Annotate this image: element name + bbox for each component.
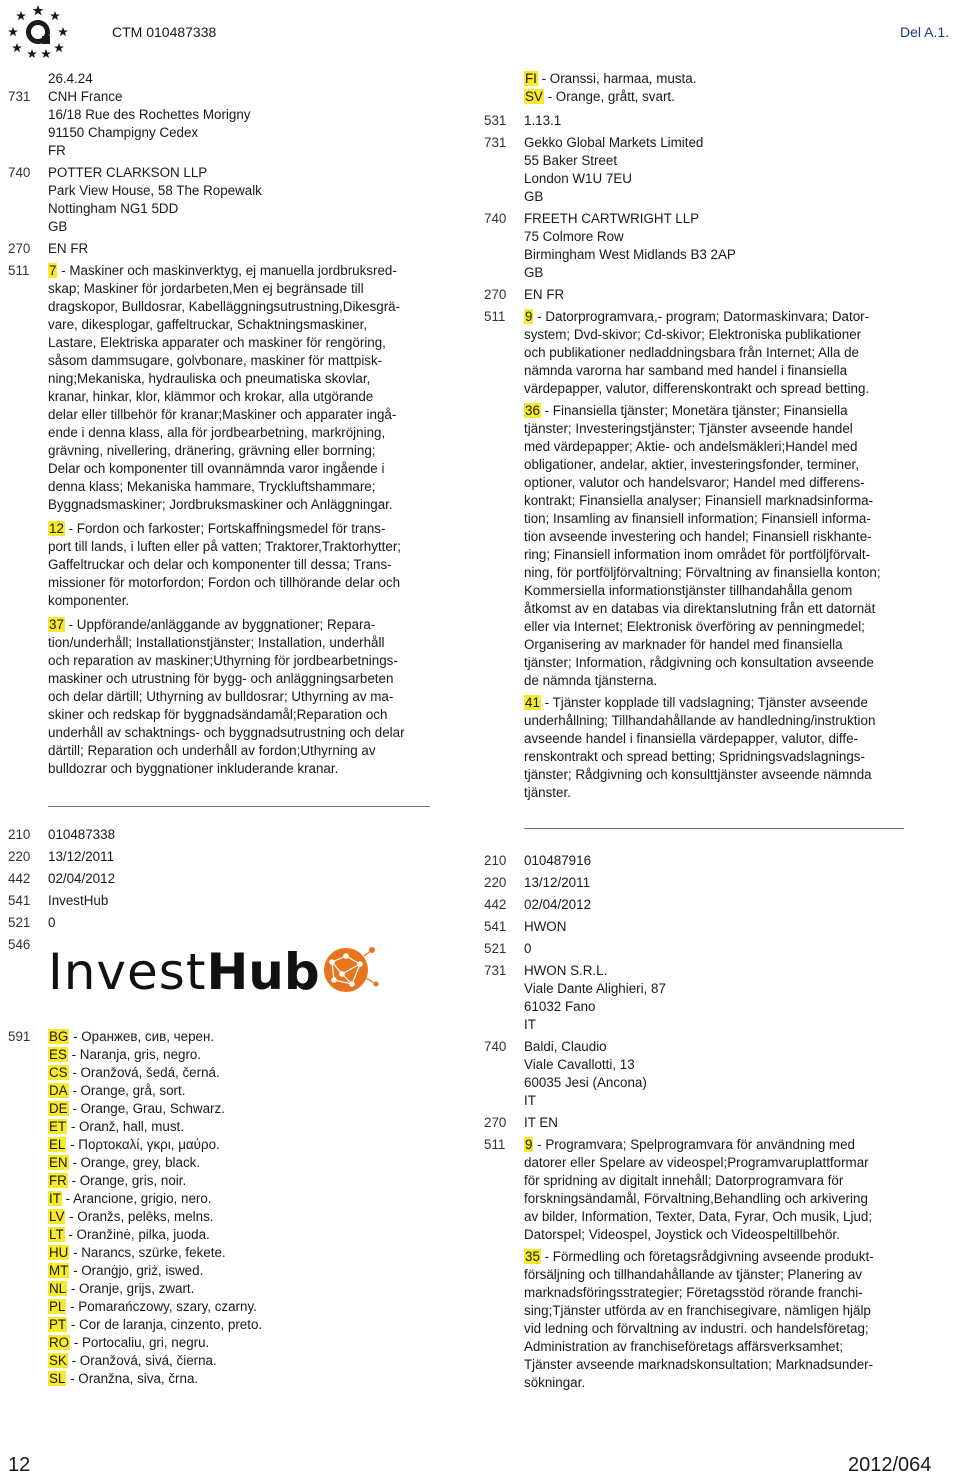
color-lang: CS xyxy=(49,1065,68,1080)
divider-left xyxy=(48,806,430,807)
filing-date: 13/12/2011 xyxy=(48,849,115,864)
color-lang: MT xyxy=(49,1263,69,1278)
collective-flag: 0 xyxy=(48,915,56,930)
field-code: 511 xyxy=(8,263,30,278)
field-code: 740 xyxy=(484,1039,507,1054)
classification: 1.13.1 xyxy=(524,113,562,128)
field-code: 210 xyxy=(8,827,31,842)
bottom-right-entry xyxy=(484,852,904,1392)
goods-services: 7 - Maskiner och maskinverktyg, ej manuella jordbruksred- skap; Maskiner för jordarbeten,Men ej begränsade till dragskopor, Bulldosrar, Kabelläggningsutrustning,Dikesgrä- vare, dikesplogar, gaffeltruckar, Schaktningsmaskiner, Lastare, Elektriska apparater och maskiner för rengöring, såsom dammsugare, golvbonare, maskiner för mattpisk- ning;Mekaniska, hydrauliska och pneumatiska skovlar, kranar, hinkar, klor, klämmor och krokar, alla utgörande delar eller tillbehör för kranar;Maskiner och apparater ingå- ende i denna klass, alla för jordbearbetning, markröjning, grävning, nivellering, dränering, grävning eller borrning; Delar och komponenter till ovannämnda varor ingående i denna klass; Mekaniska hammare, Tryckluftshammare; Byggnadsmaskiner; Jordbruksmaskiner och Anläggningar. 12 - Fordon och farkoster; Fortskaffningsmedel för trans- port till lands, i luften eller på vatten; Traktorer,Traktorhytter; Gaffeltruckar och delar och komponenter till dessa; Trans- missioner för motorfordon; Fordon och tillhörande delar och komponenter. 37 - Uppförande/anläggande av byggnationer; Repara- tion/underhåll; Installationstjänster; Installation, underhåll och reparation av maskiner;Uthyrning för jordbearbetnings- maskiner och utrustning för bygg- och anläggningsarbeten och delar därtill; Uthyrning av bulldosrar; Uthyrning av ma- skiner och redskap för byggnadsändamål;Reparation och underhåll av schaktnings- och byggnadsutrustning och delar därtill; Reparation och underhåll av fordon;Uthyrning av bulldozrar och byggnationer inkluderande kranar. xyxy=(48,263,405,776)
color-lang: EL xyxy=(49,1137,66,1152)
class-number: 12 xyxy=(49,521,64,536)
logo-word-hub: Hub xyxy=(206,943,320,1001)
color-lang: BG xyxy=(49,1029,69,1044)
header-section: Del A.1. xyxy=(900,24,950,40)
right-entry: FI - Oranssi, harmaa, musta. SV - Orange, grått, svart. 531 1.13.1 731 Gekko Global Markets Limited 55 Baker Street London W1U 7EU GB 740 FREETH CARTWRIGHT LLP 75 Colmore Row Birmingham West Midlands B3 2AP GB 270 EN FR 511 9 - Datorprogramvara,- program; Datormaskinvara; Dator- system; Dvd-skivor; Cd-skivor; Elektroniska publikationer och publikationer nedladdningsbara från Internet; Alla de nämnda varorna har samband med handel i finansiella värdepapper, valutor, differenskontrakt och spread betting. 36 - Finansiella tjänster; Monetära tjänster; Finansiella tjänster; Investeringstjänster; Tjänster avseende handel med värdepapper; Aktie- och andelsmäkleri;Handel med obligationer, andelar, aktier, investeringsfonder, terminer, optioner, valutor och handelsvaror; Handel med differens- kontrakt; Finansiella analyser; Finansiell marknadsinforma- tion; Insamling av finansiell information; Finansiell informa- tion avseende investering och handel; Finansiell riskhante- ring; Finansiell information inom området för portföljförvalt- ning, för portföljförvaltning; Förvaltning av finansiella konton; Kommersiella informationstjänster tillhandahålla genom åtkomst av en databas via direktanslutning från ett datornät eller via Internet; Elektronisk överföring av penningmedel; Organisering av marknader för handel med finansiella tjänster; Information, rådgivning och konsultation avseende de nämnda tjänsterna. 41 - Tjänster kopplade till vadslagning; Tjänster avseende underhållning; Tillhandahållande av handledning/instruktion avseende handel i finansiella värdepapper, valutor, diffe- renskontrakt och spread betting; Spridningsvadslagnings- tjänster; Rådgivning och konsulttjänster avseende nämnda tjänster. xyxy=(484,70,904,802)
field-code: 591 xyxy=(8,1029,31,1044)
color-lang: FR xyxy=(49,1173,67,1188)
publication-date: 02/04/2012 xyxy=(524,897,592,912)
representative: Baldi, Claudio Viale Cavallotti, 13 60035 Jesi (Ancona) IT xyxy=(524,1039,647,1108)
color-lang: DE xyxy=(49,1101,68,1116)
bottom-left-entry xyxy=(8,826,438,1388)
field-code: 442 xyxy=(8,871,31,886)
logo-word-invest: Invest xyxy=(48,943,207,1001)
field-code: 740 xyxy=(484,211,507,226)
field-code: 731 xyxy=(8,89,31,104)
color-lang: RO xyxy=(49,1335,70,1350)
color-lang: PL xyxy=(49,1299,66,1314)
color-lang: SL xyxy=(49,1371,66,1386)
collective-flag: 0 xyxy=(524,941,532,956)
color-lang: NL xyxy=(49,1281,67,1296)
application-number: 010487916 xyxy=(524,853,592,868)
class-number: 41 xyxy=(525,695,540,710)
field-code: 546 xyxy=(8,937,31,952)
field-code: 210 xyxy=(484,853,507,868)
color-lang: LT xyxy=(49,1227,64,1242)
goods-services: 9 - Datorprogramvara,- program; Datormaskinvara; Dator- system; Dvd-skivor; Cd-skivor; Elektroniska publikationer och publikationer nedladdningsbara från Internet; Alla de nämnda varorna har samband med handel i finansiella värdepapper, valutor, differenskontrakt och spread betting. 36 - Finansiella tjänster; Monetära tjänster; Finansiella tjänster; Investeringstjänster; Tjänster avseende handel med värdepapper; Aktie- och andelsmäkleri;Handel med obligationer, andelar, aktier, investeringsfonder, terminer, optioner, valutor och handelsvaror; Handel med differens- kontrakt; Finansiella analyser; Finansiell marknadsinforma- tion; Insamling av finansiell information; Finansiell informa- tion avseende investering och handel; Finansiell riskhante- ring; Finansiell information inom området för portföljförvalt- ning, för portföljförvaltning; Förvaltning av finansiella konton; Kommersiella informationstjänster tillhandahålla genom åtkomst av en databas via direktanslutning från ett datornät eller via Internet; Elektronisk överföring av penningmedel; Organisering av marknader för handel med finansiella tjänster; Information, rådgivning och konsultation avseende de nämnda tjänsterna. 41 - Tjänster kopplade till vadslagning; Tjänster avseende underhållning; Tillhandahållande av handledning/instruktion avseende handel i finansiella värdepapper, valutor, diffe- renskontrakt och spread betting; Spridningsvadslagnings- tjänster; Rådgivning och konsulttjänster avseende nämnda tjänster. xyxy=(524,309,881,800)
color-list: BG - Оранжев, сив, черен. ES - Naranja, gris, negro. CS - Oranžová, šedá, černá. DA - Orange, grå, sort. DE - Orange, Grau, Schwarz. ET - Oranž, hall, must. EL - Πορτοκαλί, γκρι, μαύρο. EN - Orange, grey, black. FR - Orange, gris, noir. IT - Arancione, grigio, nero. LV - Oranžs, pelēks, melns. LT - Oranžinė, pilka, juoda. HU - Narancs, szürke, fekete. MT - Oranġjo, griż, iswed. NL - Oranje, grijs, zwart. PL - Pomarańczowy, szary, czarny. PT - Cor de laranja, cinzento, preto. RO - Portocaliu, gri, negru. SK - Oranžová, sivá, čierna. SL - Oranžna, siva, črna. xyxy=(49,1029,263,1386)
ohim-emblem xyxy=(6,3,70,59)
field-code: 442 xyxy=(484,897,507,912)
class-number: 37 xyxy=(49,617,64,632)
color-lang: SK xyxy=(49,1353,67,1368)
network-graphic xyxy=(312,940,384,1004)
color-lang: IT xyxy=(49,1191,61,1206)
class-number: 36 xyxy=(525,403,540,418)
field-code: 541 xyxy=(484,919,507,934)
mark-name: InvestHub xyxy=(48,893,109,908)
proprietor: CNH France 16/18 Rue des Rochettes Morigny 91150 Champigny Cedex FR xyxy=(48,89,251,158)
color-lang: PT xyxy=(49,1317,67,1332)
field-code: 270 xyxy=(484,1115,507,1130)
field-code: 541 xyxy=(8,893,31,908)
proprietor: Gekko Global Markets Limited 55 Baker Street London W1U 7EU GB xyxy=(524,135,704,204)
representative: FREETH CARTWRIGHT LLP 75 Colmore Row Birmingham West Midlands B3 2AP GB xyxy=(524,211,736,280)
proprietor: HWON S.R.L. Viale Dante Alighieri, 87 61032 Fano IT xyxy=(524,963,666,1032)
class-number: 7 xyxy=(49,263,57,278)
goods-services: 9 - Programvara; Spelprogramvara för användning med datorer eller Spelare av videospel;Programvaruplattformar för spridning av digitalt innehåll; Datorprogramvara för forskningsändamål, Förvaltning,Behandling och arkivering av bilder, Information, Texter, Data, Fyrar, Och musik, Ljud; Datorspel; Videospel, Joystick och Videospeltillbehör. 35 - Förmedling och företagsrådgivning avseende produkt- försäljning och tillhandahållande av tjänster; Planering av marknadsföringsstrategier; Företagsstöd rörande franchi- sing;Tjänster utförda av en franchisegivare, nämligen hjälp vid ledning och förvaltning av industri. och handelsföretag; Administration av franchiseföretags affärsverksamhet; Tjänster avseende marknadskonsultation; Marknadsunder- sökningar. xyxy=(524,1137,874,1390)
color-lang: FI xyxy=(525,71,537,86)
color-lang: HU xyxy=(49,1245,69,1260)
representative: POTTER CLARKSON LLP Park View House, 58 The Ropewalk Nottingham NG1 5DD GB xyxy=(48,165,262,234)
field-code: 270 xyxy=(8,241,31,256)
page-number: 12 xyxy=(8,1454,31,1476)
color-lang: LV xyxy=(49,1209,65,1224)
publication-date: 02/04/2012 xyxy=(48,871,116,886)
field-code: 270 xyxy=(484,287,507,302)
field-code: 521 xyxy=(8,915,31,930)
application-number: 010487338 xyxy=(48,827,116,842)
class-number: 9 xyxy=(525,1137,533,1152)
languages: IT EN xyxy=(524,1115,558,1130)
field-code: 511 xyxy=(484,1137,506,1152)
field-code: 731 xyxy=(484,963,507,978)
header-ctm-number: CTM 010487338 xyxy=(112,24,217,40)
issue-number: 2012/064 xyxy=(848,1454,932,1476)
color-lang: ES xyxy=(49,1047,67,1062)
left-entry xyxy=(8,70,438,778)
field-code: 731 xyxy=(484,135,507,150)
entry-date: 26.4.24 xyxy=(48,71,93,86)
languages: EN FR xyxy=(524,287,565,302)
languages: EN FR xyxy=(48,241,89,256)
investhub-logo xyxy=(48,938,438,1006)
field-code: 220 xyxy=(484,875,507,890)
color-lang: EN xyxy=(49,1155,68,1170)
color-lang: ET xyxy=(49,1119,67,1134)
field-code: 511 xyxy=(484,309,506,324)
filing-date: 13/12/2011 xyxy=(524,875,591,890)
field-code: 521 xyxy=(484,941,507,956)
class-number: 35 xyxy=(525,1249,540,1264)
mark-name: HWON xyxy=(524,919,567,934)
color-lang: SV xyxy=(525,89,543,104)
color-lang: DA xyxy=(49,1083,68,1098)
field-code: 740 xyxy=(8,165,31,180)
class-number: 9 xyxy=(525,309,533,324)
field-code: 531 xyxy=(484,113,507,128)
divider-right xyxy=(524,828,904,829)
field-code: 220 xyxy=(8,849,31,864)
